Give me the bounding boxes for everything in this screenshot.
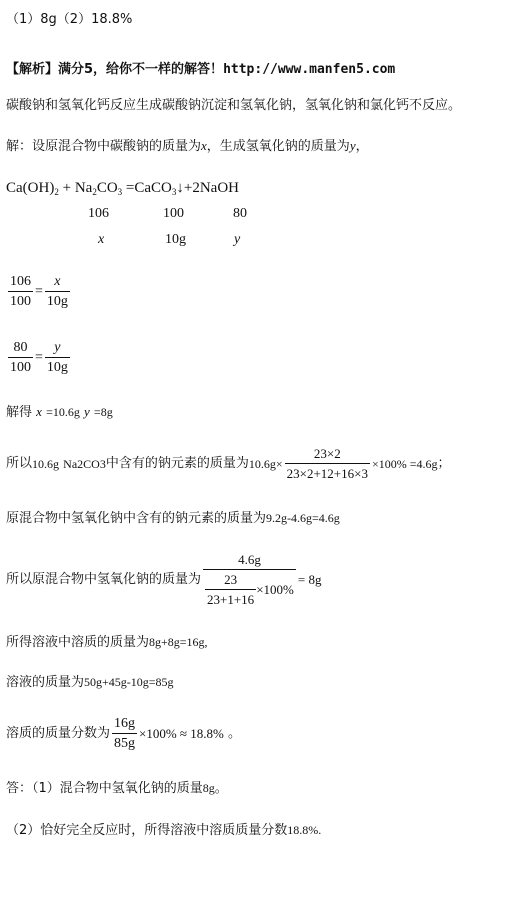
- naoh-mass-fraction: 4.6g $\frac{23}{23+1+16}$ ×100%: [203, 552, 296, 608]
- intro-text: 碳酸钠和氢氧化钙反应生成碳酸钠沉淀和氢氧化钠，氢氧化钠和氯化钙不反应。: [6, 98, 462, 113]
- sodium-in-carbonate: 所以10.6g Na2CO3中含有的钠元素的质量为10.6g× $\frac{23\times 2}{23\times 2+12+16\times 3}$ ×100% =4.6g；: [6, 446, 451, 481]
- analysis-header: [6, 62, 395, 78]
- naoh-sodium-line: 原混合物中氢氧化钠中含有的钠元素的质量为9.2g-4.6g=4.6g: [6, 511, 340, 526]
- answer-1: 答：（1）混合物中氢氧化钠的质量8g。: [6, 781, 228, 796]
- molar-mass-1: 106: [88, 206, 109, 221]
- chemical-equation: $Ca(OH)_2 + Na_2CO_3$ =CaCO$_3$↓+2NaOH: [6, 180, 239, 197]
- var-y: y: [349, 138, 356, 153]
- answer-2: （2）恰好完全反应时，所得溶液中溶质质量分数18.8%.: [6, 823, 322, 838]
- chemical-formula: Na2CO3: [63, 457, 106, 471]
- molar-mass-3: 80: [233, 206, 247, 221]
- analysis-tag: 【解析】: [6, 62, 59, 77]
- solution-mass-line: 溶液的质量为50g+45g-10g=85g: [6, 675, 174, 690]
- unknown-x: x: [98, 232, 105, 247]
- fraction-left: $\frac{106}{100}$: [10, 274, 31, 309]
- setup-line: 解：设原混合物中碳酸钠的质量为x，生成氢氧化钠的质量为y，: [6, 138, 369, 154]
- naoh-mass-line: 所以原混合物中氢氧化钠的质量为 4.6g $\frac{23}{23+1+16}$ ×100% = 8g: [6, 552, 322, 607]
- var-x: x: [201, 138, 207, 153]
- unknown-y: y: [234, 232, 241, 247]
- fraction-right: $\frac{x}{10g}$: [46, 274, 68, 309]
- fraction-right: $\frac{y}{10g}$: [46, 340, 68, 375]
- molar-mass-2: 100: [163, 206, 184, 221]
- analysis-slogan: 满分5，给你不一样的解答！: [58, 62, 224, 77]
- source-url: http://www.manfen5.com: [223, 62, 396, 77]
- ratio-equation-1: $\frac{106}{100}$ = $\frac{x}{10g}$: [10, 274, 68, 309]
- fraction-left: $\frac{80}{100}$: [10, 340, 31, 375]
- inner-fraction: $\frac{23}{23+1+16}$: [207, 572, 255, 607]
- mass-fraction: $\frac{23\times 2}{23\times 2+12+16\times 3}$: [286, 446, 368, 481]
- solve-line: 解得 x =10.6g y =8g: [6, 404, 113, 420]
- mass-fraction-line: 溶质的质量分数为 $\frac{16g}{85g}$ ×100% ≈ 18.8% 。: [6, 716, 242, 751]
- solute-fraction: $\frac{16g}{85g}$: [114, 716, 136, 751]
- known-mass: 10g: [165, 232, 186, 247]
- answers-line: （1）8g（2）18.8%: [6, 12, 133, 27]
- ratio-equation-2: $\frac{80}{100}$ = $\frac{y}{10g}$: [10, 340, 68, 375]
- solute-mass-line: 所得溶液中溶质的质量为8g+8g=16g,: [6, 635, 208, 650]
